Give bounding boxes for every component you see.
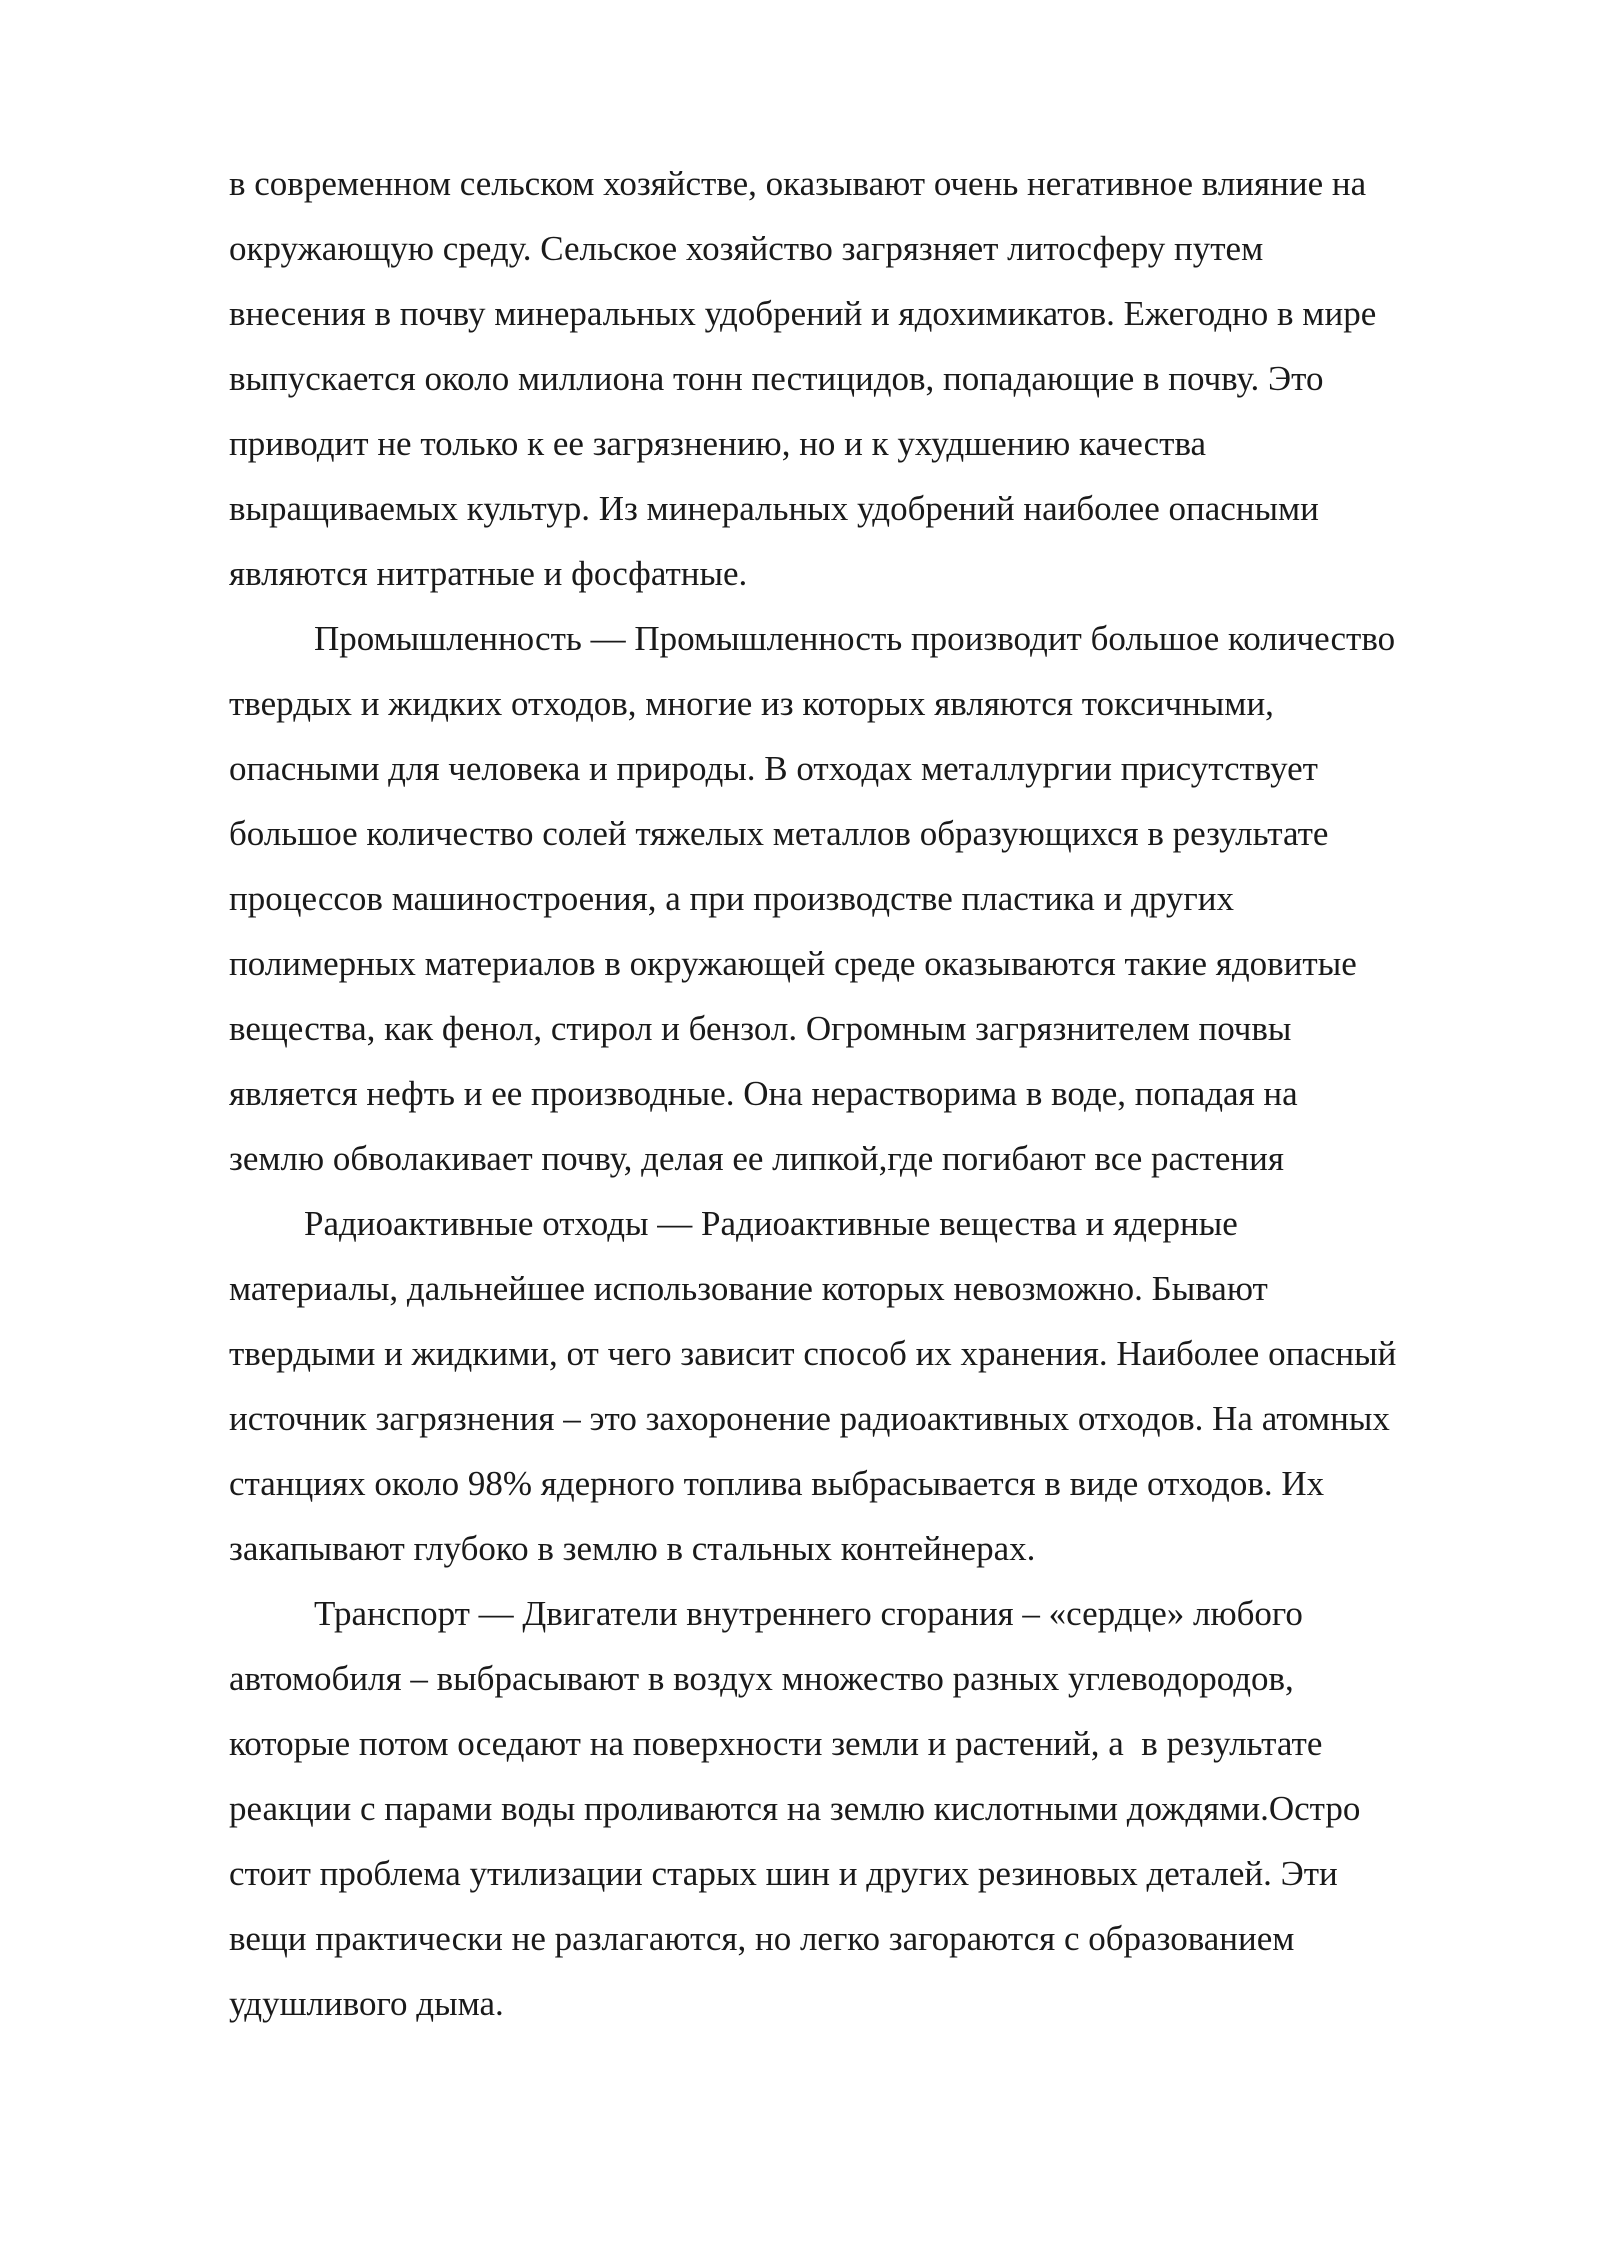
text-line: вещества, как фенол, стирол и бензол. Огромным загрязнителем почвы bbox=[229, 1009, 1292, 1048]
text-line: стоит проблема утилизации старых шин и других резиновых деталей. Эти bbox=[229, 1854, 1338, 1893]
text-line: выпускается около миллиона тонн пестицидов, попадающие в почву. Это bbox=[229, 359, 1324, 398]
text-line: материалы, дальнейшее использование которых невозможно. Бывают bbox=[229, 1269, 1268, 1308]
text-line: Радиоактивные отходы — Радиоактивные вещества и ядерные bbox=[304, 1204, 1238, 1243]
text-line: станциях около 98% ядерного топлива выбрасывается в виде отходов. Их bbox=[229, 1464, 1325, 1503]
text-line: является нефть и ее производные. Она нерастворима в воде, попадая на bbox=[229, 1074, 1298, 1113]
text-line: источник загрязнения – это захоронение радиоактивных отходов. На атомных bbox=[229, 1399, 1390, 1438]
text-line: Транспорт — Двигатели внутреннего сгорания – «сердце» любого bbox=[314, 1594, 1303, 1633]
text-line: полимерных материалов в окружающей среде оказываются такие ядовитые bbox=[229, 944, 1357, 983]
text-line: внесения в почву минеральных удобрений и ядохимикатов. Ежегодно в мире bbox=[229, 294, 1377, 333]
text-line: выращиваемых культур. Из минеральных удобрений наиболее опасными bbox=[229, 489, 1319, 528]
text-line: закапывают глубоко в землю в стальных контейнерах. bbox=[229, 1529, 1036, 1568]
text-line: Промышленность — Промышленность производит большое количество bbox=[314, 619, 1396, 658]
text-line: в современном сельском хозяйстве, оказывают очень негативное влияние на bbox=[229, 164, 1367, 203]
text-line: процессов машиностроения, а при производстве пластика и других bbox=[229, 879, 1234, 918]
text-line: автомобиля – выбрасывают в воздух множество разных углеводородов, bbox=[229, 1659, 1294, 1698]
text-line: большое количество солей тяжелых металлов образующихся в результате bbox=[229, 814, 1329, 853]
text-line: твердыми и жидкими, от чего зависит способ их хранения. Наиболее опасный bbox=[229, 1334, 1397, 1373]
document-text bbox=[229, 151, 1499, 2036]
text-line: опасными для человека и природы. В отходах металлургии присутствует bbox=[229, 749, 1318, 788]
text-line: землю обволакивает почву, делая ее липкой,где погибают все растения bbox=[229, 1139, 1284, 1178]
text-line: которые потом оседают на поверхности земли и растений, а в результате bbox=[229, 1724, 1323, 1763]
text-line: удушливого дыма. bbox=[229, 1984, 504, 2023]
text-line: твердых и жидких отходов, многие из которых являются токсичными, bbox=[229, 684, 1274, 723]
text-line: реакции с парами воды проливаются на землю кислотными дождями.Остро bbox=[229, 1789, 1361, 1828]
text-line: являются нитратные и фосфатные. bbox=[229, 554, 748, 593]
text-line: окружающую среду. Сельское хозяйство загрязняет литосферу путем bbox=[229, 229, 1264, 268]
text-line: приводит не только к ее загрязнению, но и к ухудшению качества bbox=[229, 424, 1207, 463]
text-line: вещи практически не разлагаются, но легко загораются с образованием bbox=[229, 1919, 1295, 1958]
